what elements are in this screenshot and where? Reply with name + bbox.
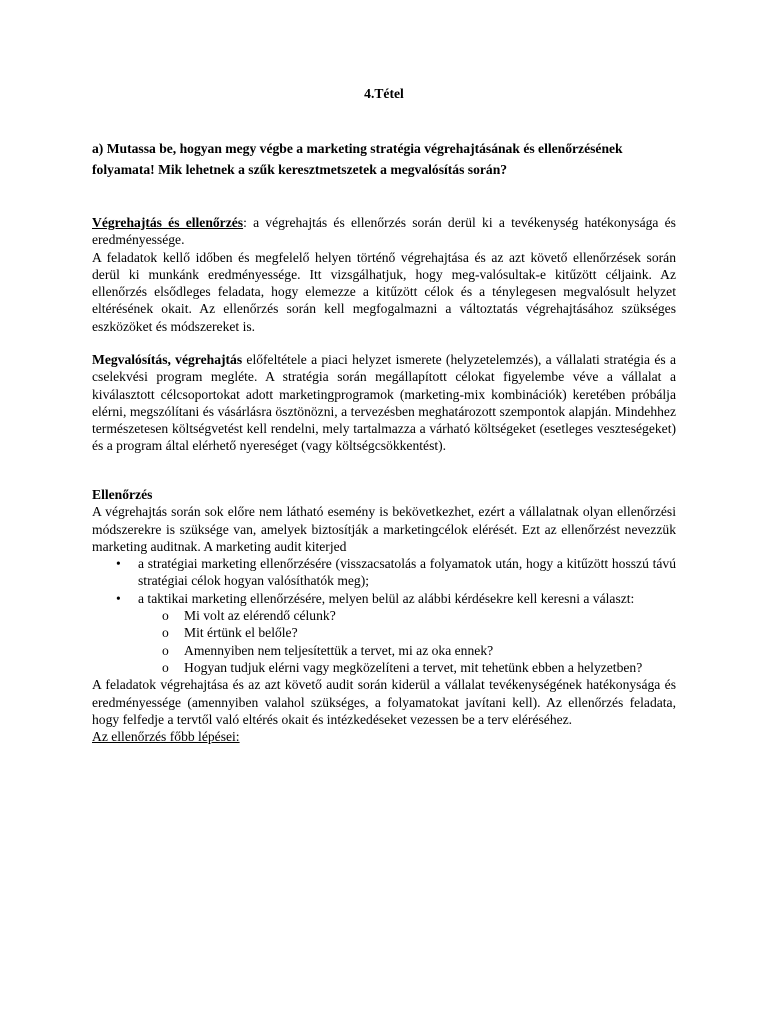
question-sublist [92,607,676,676]
audit-bullet-tactical: • a taktikai marketing ellenőrzésére, melyen belül az alábbi kérdésekre kell keresni a választ: [92,590,676,607]
audit-bullet-list [92,555,676,607]
section-megvalositas [92,351,676,455]
section-ellenorzes [92,486,676,745]
question-subitem: o Hogyan tudjuk elérni vagy megközelíteni a tervet, mit tehetünk ebben a helyzetben? [92,659,676,676]
section-megvalositas-paragraph [92,351,676,455]
section-vegrehajtas [92,214,676,335]
question-subitem: o Mit értünk el belőle? [92,624,676,641]
section-vegrehajtas-heading: Végrehajtás és ellenőrzés [92,215,244,230]
section-vegrehajtas-lead [92,214,676,249]
question-subitem: o Mi volt az elérendő célunk? [92,607,676,624]
steps-heading: Az ellenőrzés főbb lépései: [92,729,240,745]
question-subitem: o Amennyiben nem teljesítettük a tervet, mi az oka ennek? [92,642,676,659]
page-title: 4.Tétel [364,86,404,101]
section-ellenorzes-outro: A feladatok végrehajtása és az azt követő audit során kiderül a vállalat tevékenységének hatékonysága és eredményessége (amennyiben valahol szükséges, a folyamatokat javítani kell). Az ellenőrzés feladata, hogy felfedje a tervtől való eltérés okait és intézkedéseket vezessen be a terv eléréséhez. [92,677,676,727]
question-text: a) Mutassa be, hogyan megy végbe a marketing stratégia végrehajtásának és ellenőrzésének folyamata! Mik lehetnek a szűk keresztmetszetek a megvalósítás során? [92,141,623,177]
section-megvalositas-body: előfeltétele a piaci helyzet ismerete (helyzetelemzés), a vállalati stratégia és a cselekvési program megléte. A stratégia során megállapított célokat figyelembe véve a vállalat a kiválasztott célcsoportokat adott marketingprogramok (marketing-mix kombinációk) keretében próbálja elérni, megszólítani és vásárlásra ösztönözni, a tervezésben meghatározott szempontok alapján. Mindehhez természetesen költségvetést kell rendelni, mely tartalmazza a várható költségeket (esetleges veszteségeket) és a program által elérhető nyereséget (vagy költségcsökkentést). [92,352,676,454]
section-ellenorzes-intro: A végrehajtás során sok előre nem látható esemény is bekövetkezhet, ezért a vállalatnak olyan ellenőrzési módszerekre is szüksége van, amelyek biztosítják a marketingcélok elérését. Ezt az ellenőrzést nevezzük marketing auditnak. A marketing audit kiterjed [92,504,676,554]
section-megvalositas-heading: Megvalósítás, végrehajtás [92,352,243,367]
section-vegrehajtas-lead-text: : a végrehajtás és ellenőrzés során derül ki a tevékenység hatékonysága és eredményessége. [92,215,676,248]
section-ellenorzes-heading: Ellenőrzés [92,487,153,502]
audit-bullet-strategic: • a stratégiai marketing ellenőrzésére (visszacsatolás a folyamatok után, hogy a kitűzött hosszú távú stratégiai célok hogyan valósíthatók meg); [92,555,676,590]
section-vegrehajtas-body: A feladatok kellő időben és megfelelő helyen történő végrehajtása és az azt követő ellenőrzések során derül ki munkánk eredményessége. Itt vizsgálhatjuk, hogy meg-valósultak-e kitűzött céljaink. Az ellenőrzés elsődleges feladata, hogy elemezze a kitűzött célok és a ténylegesen megvalósult helyzet eltérésének okait. Az ellenőrzés során kell megfogalmazni a változtatás végrehajtásához szükséges eszközöket és módszereket is. [92,249,676,334]
